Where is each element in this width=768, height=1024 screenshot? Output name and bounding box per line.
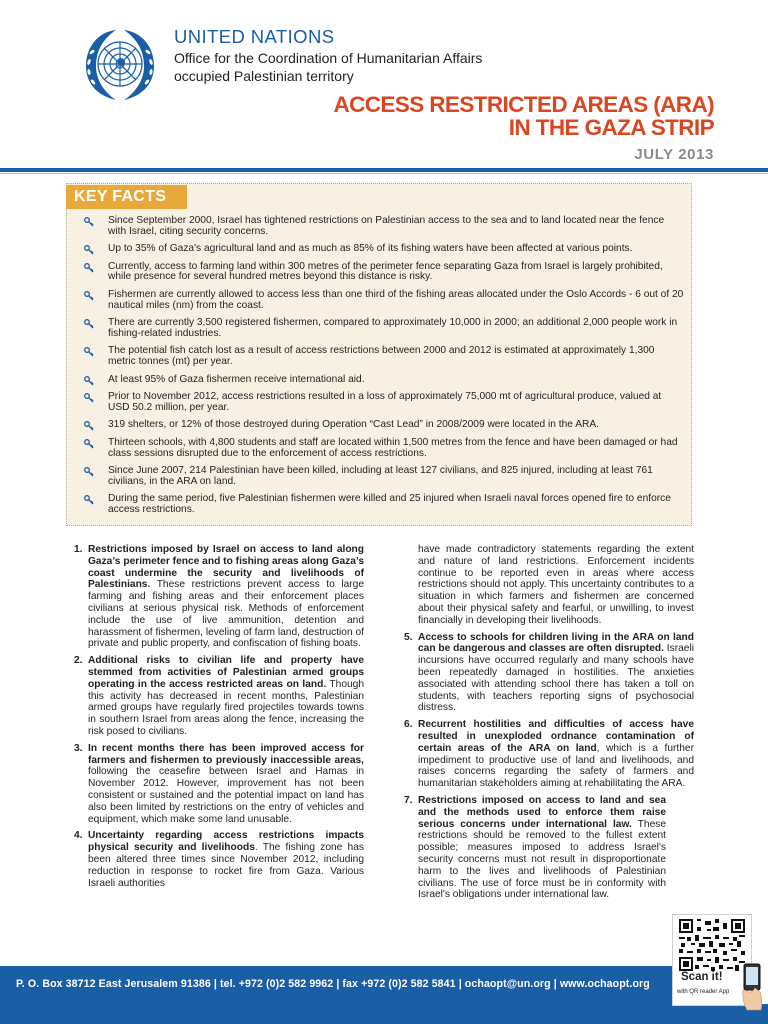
key-fact-text: 319 shelters, or 12% of those destroyed during Operation “Cast Lead” in 2008/2009 were located in the ARA. — [108, 419, 599, 431]
paragraph-lead: Additional risks to civilian life and property have stemmed from activities of Palestinian armed groups operating in the access restricted areas on land. — [88, 655, 364, 690]
paragraph-text: These restrictions should be removed to the fullest extent possible; measures imposed to address Israel's security concerns must not result in disproportionate harm to the lives and livelihoods of Palestinian civilians. The use of force must be in conformity with Israel's obligations under international law. — [418, 818, 666, 901]
paragraph-lead: Restrictions imposed on access to land and sea and the methods used to enforce them raise serious concerns under international law. — [418, 794, 666, 830]
key-icon — [84, 217, 94, 227]
key-fact-item — [84, 438, 684, 459]
footer-contact: P. O. Box 38712 East Jerusalem 91386 | tel. +972 (0)2 582 9962 | fax +972 (0)2 582 5841 | ochaopt@un.org | www.ochaopt.org — [16, 978, 650, 990]
key-fact-text: Since June 2007, 214 Palestinian have been killed, including at least 127 civilians, and 825 injured, including at least 761 civilians, in the ARA on land. — [108, 465, 653, 487]
numbered-paragraph-7 — [404, 795, 666, 901]
key-fact-text: The potential fish catch lost as a result of access restrictions between 2000 and 2012 is estimated at approximately 1,300 metric tonnes (mt) per year. — [108, 345, 655, 367]
document-title-line1: ACCESS RESTRICTED AREAS (ARA) — [333, 92, 714, 117]
body-column-right — [404, 544, 694, 906]
key-fact-item — [84, 318, 684, 339]
key-icon — [84, 347, 94, 357]
key-icon — [84, 467, 94, 477]
key-fact-text: Up to 35% of Gaza's agricultural land and as much as 85% of its fishing waters have been affected at various points. — [108, 243, 633, 255]
paragraph-lead: Restrictions imposed by Israel on access to land along Gaza’s perimeter fence and to fishing areas along Gaza’s coast undermine the security and livelihoods of Palestinians. — [88, 544, 364, 591]
key-fact-text: During the same period, five Palestinian fishermen were killed and 25 injured when Israeli naval forces opened fire to enforce access restrictions. — [108, 493, 671, 515]
numbered-paragraph-1 — [74, 544, 364, 650]
key-icon — [84, 245, 94, 255]
key-icon — [84, 263, 94, 273]
key-facts-list — [84, 216, 684, 522]
org-block — [174, 28, 482, 83]
paragraph-lead: Recurrent hostilities and difficulties of access have resulted in unexploded ordnance contamination of certain areas of the ARA on land — [418, 719, 694, 754]
paragraph-4-continued: have made contradictory statements regarding the extent and nature of land restrictions. Enforcement incidents continue to be reported even in areas where access restrictions should not apply. This uncertainty contributes to a situation in which farmers and fishermen are concerned about their physical safety and fearful, or unwilling, to invest financially in developing their livelihoods. — [418, 544, 694, 626]
document-date: JULY 2013 — [634, 146, 714, 163]
numbered-paragraph-6 — [404, 719, 694, 790]
key-fact-item — [84, 244, 684, 255]
paragraph-number: 4. — [74, 830, 83, 842]
numbered-paragraph-4 — [74, 830, 364, 889]
paragraph-number: 7. — [404, 794, 413, 806]
paragraph-text: , which is a further impediment to productive use of land and livelihoods, and raises concerns regarding the safety of farmers and humanitarian stakeholders aiming at rehabilitating the ARA. — [418, 742, 694, 790]
numbered-paragraph-5 — [404, 632, 694, 715]
key-fact-item — [84, 216, 684, 237]
key-icon — [84, 319, 94, 329]
paragraph-number: 5. — [404, 631, 413, 643]
key-fact-item — [84, 262, 684, 283]
key-icon — [84, 393, 94, 403]
body-column-left — [74, 544, 364, 894]
document-title-line2: IN THE GAZA STRIP — [508, 115, 714, 140]
key-icon — [84, 291, 94, 301]
key-fact-text: Currently, access to farming land within 300 metres of the perimeter fence separating Gaza from Israel is largely prohibited, while presence for several hundred metres beyond this distance is risky. — [108, 260, 663, 283]
paragraph-number: 2. — [74, 655, 83, 667]
key-icon — [84, 439, 94, 449]
key-fact-text: Fishermen are currently allowed to access less than one third of the fishing areas allocated under the Oslo Accords - 6 out of 20 nautical miles (nm) from the coast. — [108, 288, 684, 311]
key-fact-text: There are currently 3,500 registered fishermen, compared to approximately 10,000 in 2000; an additional 2,000 people work in fishing-related industries. — [108, 317, 678, 339]
paragraph-text: Though this activity has decreased in recent months, Palestinian armed groups have regularly fired projectiles towards towns in southern Israel from areas along the fence, increasing the risk posed to civilians. — [88, 678, 364, 737]
footer-band — [0, 1004, 768, 1024]
key-fact-item — [84, 494, 684, 515]
key-icon — [84, 421, 94, 431]
header-divider — [0, 168, 768, 172]
paragraph-lead: In recent months there has been improved access for farmers and fishermen to previously inaccessible areas, — [88, 742, 364, 766]
key-fact-text: Thirteen schools, with 4,800 students and staff are located within 1,500 metres from the fence and have been damaged or had class sessions disrupted due to the enforcement of access restrictions. — [108, 436, 678, 459]
org-name: UNITED NATIONS — [174, 26, 335, 47]
key-icon — [84, 376, 94, 386]
paragraph-lead: Access to schools for children living in the ARA on land can be dangerous and classes are often disrupted. — [418, 631, 694, 655]
paragraph-text: following the ceasefire between Israel and Hamas in November 2012. However, improvement has not been consistent or sustained and the potential impact on land has also been limited by restrictions on the entry of vehicles and equipment, which make some land unusable. — [88, 766, 364, 825]
key-fact-item — [84, 346, 684, 367]
paragraph-lead: Uncertainty regarding access restrictions impacts physical security and livelihoods — [88, 830, 364, 854]
key-fact-text: At least 95% of Gaza fishermen receive international aid. — [108, 373, 365, 385]
key-fact-text: Prior to November 2012, access restrictions resulted in a loss of approximately 75,000 mt of agricultural produce, valued at USD 50.2 million, per year. — [108, 391, 662, 413]
paragraph-text: . The fishing zone has been altered three times since November 2012, including reduction in response to rocket fire from Gaza. Various Israeli authorities — [88, 842, 364, 889]
paragraph-number: 1. — [74, 544, 83, 555]
numbered-paragraph-2 — [74, 655, 364, 738]
scan-it-sublabel: with QR reader App — [677, 989, 730, 995]
key-fact-item — [84, 375, 684, 386]
document-title — [333, 93, 714, 139]
qr-card[interactable] — [672, 914, 752, 1006]
key-fact-item — [84, 392, 684, 413]
org-territory: occupied Palestinian territory — [174, 67, 354, 84]
key-facts-title: KEY FACTS — [66, 185, 187, 209]
paragraph-number: 6. — [404, 719, 413, 731]
key-fact-item — [84, 290, 684, 311]
org-subtitle: Office for the Coordination of Humanitarian Affairs — [174, 49, 483, 66]
key-fact-item — [84, 466, 684, 487]
key-fact-item — [84, 420, 684, 431]
scan-it-label: Scan it! — [681, 971, 723, 983]
qr-code-icon[interactable] — [679, 919, 745, 971]
key-icon — [84, 495, 94, 505]
paragraph-text: Israeli incursions have occurred regularly and many schools have been repeatedly damaged in hostilities. The anxieties associated with attending school there has taken a toll on students, with teachers reporting signs of psychosocial distress. — [418, 643, 694, 714]
key-fact-text: Since September 2000, Israel has tightened restrictions on Palestinian access to the sea and to land located near the fence with Israel, citing security concerns. — [108, 215, 665, 237]
numbered-paragraph-3 — [74, 743, 364, 826]
un-emblem-icon — [76, 22, 164, 110]
paragraph-number: 3. — [74, 742, 83, 754]
paragraph-text: These restrictions prevent access to large farming and fishing areas and their enforcement places civilians at serious physical risk. Methods of enforcement include the use of live ammunition, detention and harassment of fishermen, leveling of farm land, destruction of private and public property, and confiscation of fishing boats. — [88, 579, 364, 650]
phone-hand-icon — [741, 962, 763, 1012]
header-divider-thin — [0, 173, 768, 174]
